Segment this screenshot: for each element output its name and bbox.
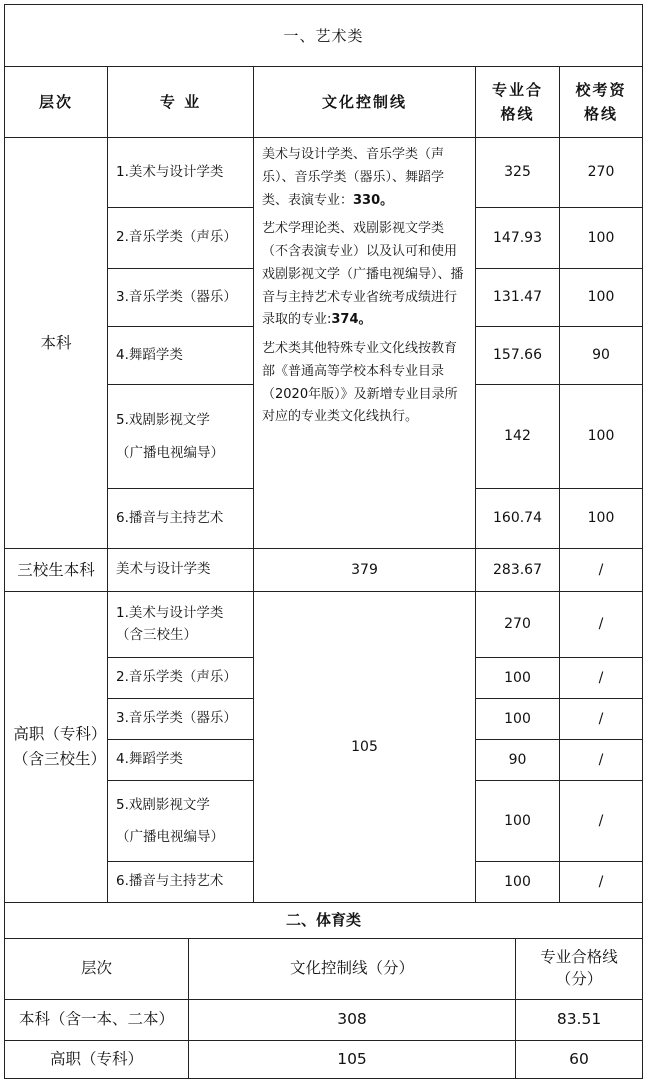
pro-line-cell: 147.93: [476, 208, 560, 269]
major-cell: 2.音乐学类（声乐）: [108, 658, 254, 699]
sports-pro-cell: 60: [516, 1040, 643, 1078]
major-cell: 6.播音与主持艺术: [108, 489, 254, 549]
pro-line-cell: 160.74: [476, 489, 560, 549]
level-sanxiao: 三校生本科: [5, 549, 108, 592]
major-cell: 4.舞蹈学类: [108, 740, 254, 781]
sports-table: [4, 902, 643, 1079]
pro-line-cell: 100: [476, 862, 560, 903]
culture-text-3: 艺术类其他特殊专业文化线按教育部《普通高等学校本科专业目录（2020年版）》及新增专业目录所对应的专业类文化线执行。: [262, 341, 458, 425]
art-table: [4, 4, 643, 903]
pro-line-cell: 157.66: [476, 327, 560, 385]
level-gaozhi: 高职（专科）（含三校生）: [5, 592, 108, 903]
school-line-cell: /: [560, 549, 643, 592]
major-cell: 3.音乐学类（器乐）: [108, 699, 254, 740]
school-line-cell: /: [560, 592, 643, 658]
school-line-cell: /: [560, 699, 643, 740]
culture-value-2: 374。: [331, 312, 372, 328]
sports-header-culture: 文化控制线（分）: [189, 938, 516, 999]
pro-line-cell: 100: [476, 781, 560, 862]
culture-line-benke: [254, 138, 476, 549]
major-cell: 5.戏剧影视文学（广播电视编导）: [108, 385, 254, 489]
pro-line-cell: 131.47: [476, 269, 560, 327]
art-section-title: 一、艺术类: [5, 5, 643, 67]
culture-text-2: 艺术学理论类、戏剧影视文学类（不含表演专业）以及认可和使用戏剧影视文学（广播电视编导）、播音与主持艺术专业省统考成绩进行录取的专业:: [262, 221, 464, 328]
culture-value-1: 330。: [353, 192, 394, 208]
sports-section-title: 二、体育类: [5, 902, 643, 938]
school-line-cell: 270: [560, 138, 643, 208]
pro-line-cell: 90: [476, 740, 560, 781]
sports-level-cell: 高职（专科）: [5, 1040, 189, 1078]
pro-line-cell: 283.67: [476, 549, 560, 592]
major-cell: 6.播音与主持艺术: [108, 862, 254, 903]
pro-line-cell: 270: [476, 592, 560, 658]
major-cell: 1.美术与设计学类（含三校生）: [108, 592, 254, 658]
sports-pro-cell: 83.51: [516, 999, 643, 1040]
culture-line-sanxiao: 379: [254, 549, 476, 592]
pro-line-cell: 100: [476, 699, 560, 740]
major-cell: 1.美术与设计学类: [108, 138, 254, 208]
major-cell: 4.舞蹈学类: [108, 327, 254, 385]
sports-header-level: 层次: [5, 938, 189, 999]
sports-header-pro: 专业合格线（分）: [516, 938, 643, 999]
pro-line-cell: 100: [476, 658, 560, 699]
school-line-cell: /: [560, 862, 643, 903]
culture-text-1: 美术与设计学类、音乐学类（声乐）、音乐学类（器乐）、舞蹈学类、表演专业：: [262, 147, 445, 208]
school-line-cell: 100: [560, 489, 643, 549]
culture-line-gaozhi: 105: [254, 592, 476, 903]
school-line-cell: 90: [560, 327, 643, 385]
header-school-line: 校考资格线: [560, 67, 643, 138]
school-line-cell: /: [560, 740, 643, 781]
sports-culture-cell: 308: [189, 999, 516, 1040]
sports-level-cell: 本科（含一本、二本）: [5, 999, 189, 1040]
major-cell: 3.音乐学类（器乐）: [108, 269, 254, 327]
header-culture-line: 文化控制线: [254, 67, 476, 138]
pro-line-cell: 142: [476, 385, 560, 489]
major-cell: 美术与设计学类: [108, 549, 254, 592]
level-benke: 本科: [5, 138, 108, 549]
header-level: 层次: [5, 67, 108, 138]
major-cell: 2.音乐学类（声乐）: [108, 208, 254, 269]
school-line-cell: 100: [560, 385, 643, 489]
school-line-cell: /: [560, 658, 643, 699]
header-major: 专 业: [108, 67, 254, 138]
school-line-cell: 100: [560, 269, 643, 327]
major-cell: 5.戏剧影视文学（广播电视编导）: [108, 781, 254, 862]
school-line-cell: /: [560, 781, 643, 862]
pro-line-cell: 325: [476, 138, 560, 208]
header-pro-line: 专业合格线: [476, 67, 560, 138]
school-line-cell: 100: [560, 208, 643, 269]
sports-culture-cell: 105: [189, 1040, 516, 1078]
